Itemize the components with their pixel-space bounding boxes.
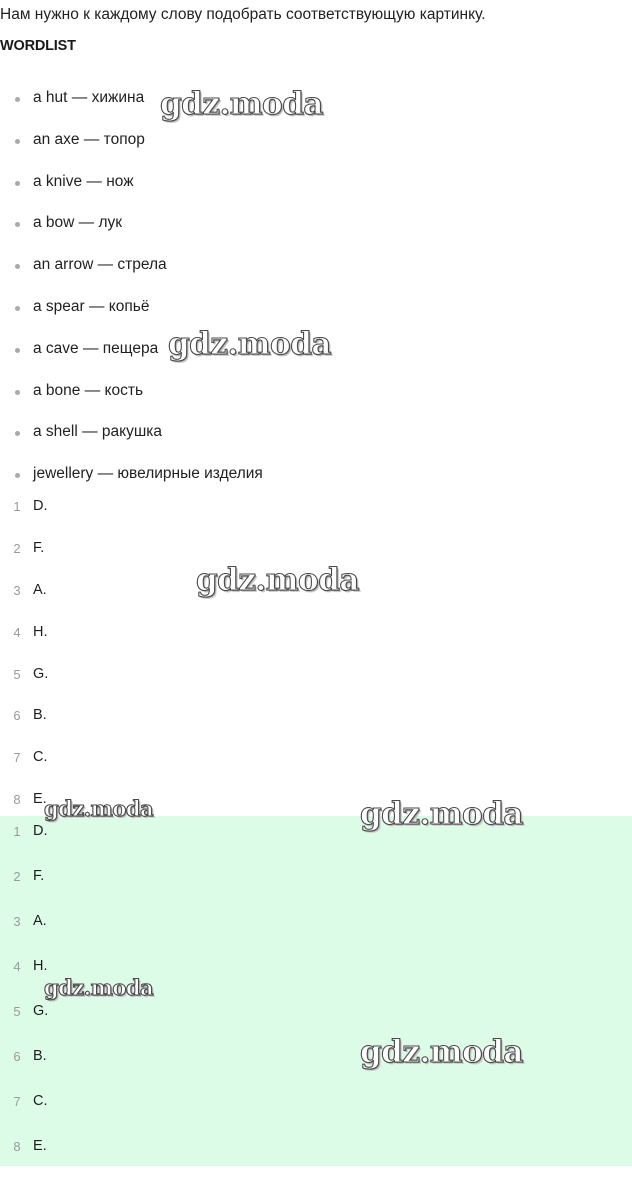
highlighted-answer-item — [0, 823, 632, 868]
answer-number: 2 — [13, 869, 21, 884]
bullet-icon — [15, 97, 20, 102]
bullet-icon — [15, 306, 20, 311]
bullet-icon — [15, 431, 20, 436]
answer-number: 1 — [13, 824, 21, 839]
answer-number: 3 — [13, 582, 21, 598]
answer-number: 4 — [13, 959, 21, 974]
wordlist-item — [0, 214, 632, 256]
highlighted-answer-item — [0, 1048, 632, 1093]
highlighted-answer-item — [0, 1138, 632, 1183]
wordlist-item — [0, 89, 632, 131]
wordlist-item-text: an arrow — стрела — [33, 256, 167, 274]
answer-letter: E. — [33, 1138, 47, 1154]
highlighted-answer-item — [0, 958, 632, 1003]
answer-number: 5 — [13, 1004, 21, 1019]
watermark-logo: gdz.moda — [44, 975, 154, 1000]
answer-letter: F. — [33, 539, 45, 556]
watermark-logo: gdz.moda — [196, 562, 359, 598]
answer-letter: G. — [33, 1003, 49, 1019]
wordlist-item-text: a spear — копьё — [33, 297, 150, 315]
answer-number: 5 — [13, 666, 21, 682]
answer-letter: B. — [33, 707, 47, 724]
highlighted-answer-item — [0, 1093, 632, 1138]
answer-letter: F. — [33, 868, 45, 884]
answer-letter: A. — [33, 913, 47, 929]
wordlist-heading: WORDLIST — [0, 38, 76, 54]
answer-letter: E. — [33, 791, 47, 808]
answer-number: 8 — [13, 792, 21, 808]
wordlist-item-text: jewellery — ювелирные изделия — [33, 465, 263, 483]
answer-letter: H. — [33, 958, 48, 974]
answer-item — [0, 624, 632, 666]
answer-letter: A. — [33, 581, 47, 598]
answer-letter: B. — [33, 1048, 47, 1064]
watermark-logo: gdz.moda — [360, 1034, 523, 1070]
wordlist-item — [0, 256, 632, 298]
highlighted-answer-item — [0, 868, 632, 913]
intro-text: Нам нужно к каждому слову подобрать соответствующую картинку. — [0, 6, 486, 23]
answer-number: 6 — [13, 708, 21, 724]
wordlist-item-text: a hut — хижина — [33, 89, 145, 106]
answer-number: 7 — [13, 1094, 21, 1109]
answer-number: 8 — [13, 1139, 21, 1154]
wordlist-item — [0, 173, 632, 215]
wordlist-item-text: an axe — топор — [33, 130, 145, 148]
watermark-logo: gdz.moda — [160, 86, 323, 122]
bullet-icon — [15, 390, 20, 395]
answer-number: 7 — [13, 750, 21, 766]
wordlist-item-text: a shell — ракушка — [33, 423, 163, 441]
wordlist-item — [0, 340, 632, 382]
wordlist-item-text: a bow — лук — [33, 214, 123, 232]
highlighted-answer-item — [0, 1003, 632, 1048]
bullet-icon — [15, 139, 20, 144]
answer-item — [0, 707, 632, 749]
highlighted-answer-list — [0, 823, 632, 1183]
wordlist-item-text: a cave — пещера — [33, 339, 159, 357]
wordlist-item-text: a knive — нож — [33, 172, 134, 190]
wordlist-item — [0, 382, 632, 424]
wordlist-item-text: a bone — кость — [33, 381, 144, 399]
answer-item — [0, 582, 632, 624]
answer-letter: C. — [33, 749, 48, 766]
bullet-icon — [15, 264, 20, 269]
bullet-icon — [15, 181, 20, 186]
bullet-icon — [15, 473, 20, 478]
answer-letter: C. — [33, 1093, 48, 1109]
answer-item — [0, 498, 632, 540]
wordlist-item — [0, 423, 632, 465]
answer-letter: H. — [33, 623, 48, 640]
watermark-logo: gdz.moda — [360, 796, 523, 832]
answer-list — [0, 498, 632, 833]
answer-letter: G. — [33, 665, 49, 682]
answer-item — [0, 666, 632, 708]
watermark-logo: gdz.moda — [44, 796, 154, 821]
answer-number: 1 — [13, 499, 21, 514]
answer-item — [0, 540, 632, 582]
highlighted-answer-item — [0, 913, 632, 958]
answer-number: 4 — [13, 624, 21, 640]
watermark-logo: gdz.moda — [168, 326, 331, 362]
wordlist-item — [0, 131, 632, 173]
answer-letter: D. — [33, 823, 48, 839]
answer-number: 6 — [13, 1049, 21, 1064]
answer-letter: D. — [33, 498, 48, 514]
wordlist — [0, 89, 632, 507]
answer-item — [0, 749, 632, 791]
answer-number: 3 — [13, 914, 21, 929]
answer-number: 2 — [13, 540, 21, 556]
wordlist-item — [0, 298, 632, 340]
bullet-icon — [15, 222, 20, 227]
bullet-icon — [15, 348, 20, 353]
